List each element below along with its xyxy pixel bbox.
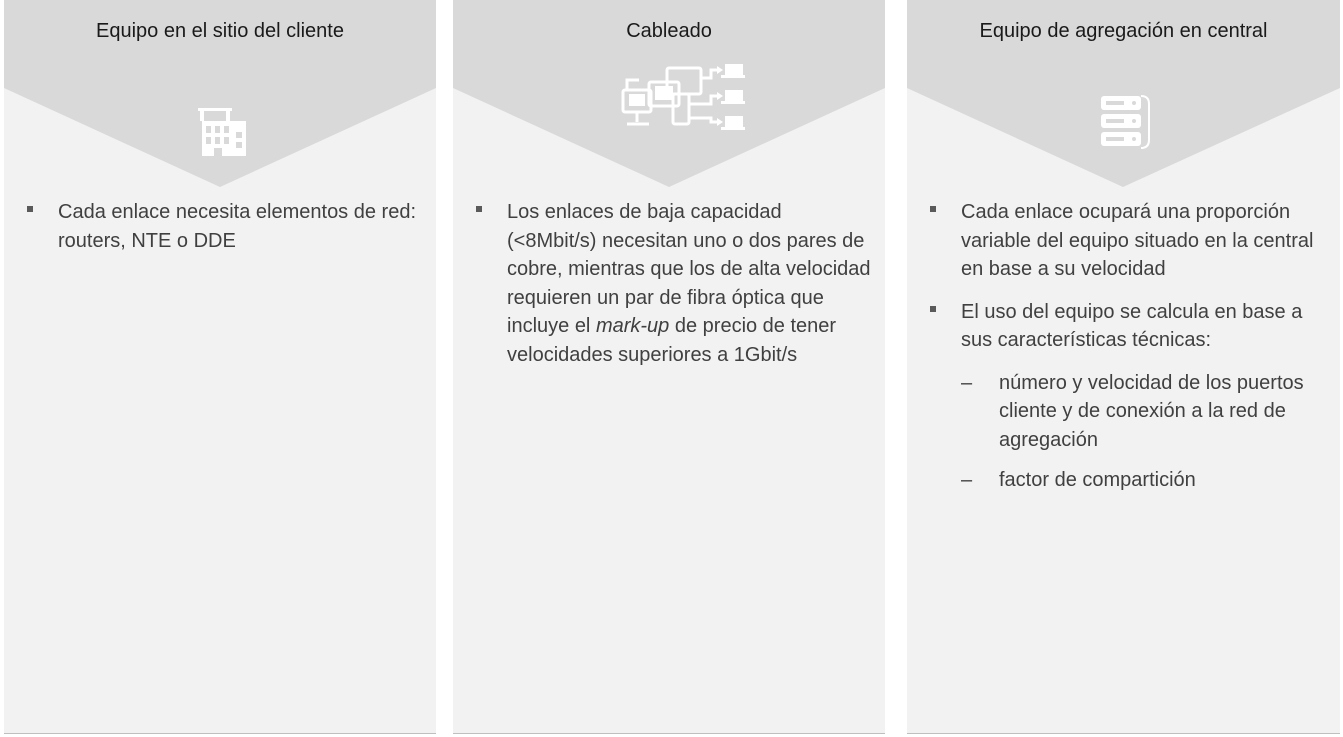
sub-bullet-item	[927, 369, 1326, 455]
network-devices-icon	[619, 60, 747, 136]
column-header	[907, 0, 1340, 187]
sub-bullet-dash: –	[961, 371, 973, 394]
column-title: Equipo en el sitio del cliente	[96, 20, 344, 42]
sub-bullet-text: número y velocidad de los puertos cliente y de conexión a la red de agregación	[999, 371, 1304, 451]
column-header	[453, 0, 885, 187]
bullet-item	[473, 198, 871, 369]
bullet-text: El uso del equipo se calcula en base a sus características técnicas:	[961, 300, 1303, 351]
bullet-square-icon	[930, 306, 936, 312]
column-body	[24, 198, 422, 269]
column-cabling	[453, 0, 885, 734]
column-body	[473, 198, 871, 383]
server-rack-icon	[1097, 92, 1151, 154]
column-title: Equipo de agregación en central	[979, 20, 1268, 42]
bullet-text: Cada enlace necesita elementos de red: routers, NTE o DDE	[58, 201, 417, 252]
bullet-item	[927, 198, 1326, 284]
bullet-square-icon	[476, 206, 482, 212]
bullet-text: Cada enlace ocupará una proporción variable del equipo situado en la central en base a su velocidad	[961, 201, 1314, 280]
sub-bullet-item	[927, 466, 1326, 495]
bullet-square-icon	[27, 206, 33, 212]
bullet-text-after: de precio de tener velocidades superiores a 1Gbit/s	[507, 315, 837, 366]
column-customer-site	[4, 0, 436, 734]
bullet-text-before: Los enlaces de baja capacidad (<8Mbit/s) necesitan uno o dos pares de cobre, mientras que los de alta velocidad requieren un par de fibra óptica que incluye el	[507, 201, 871, 337]
column-body	[927, 198, 1326, 507]
building-icon	[194, 106, 256, 158]
column-header	[4, 0, 436, 187]
column-title: Cableado	[626, 20, 712, 42]
bullet-item	[24, 198, 422, 255]
bullet-item	[927, 298, 1326, 355]
sub-bullet-text: factor de compartición	[999, 469, 1196, 491]
bullet-square-icon	[930, 206, 936, 212]
bullet-text-italic: mark-up	[595, 315, 670, 337]
column-central-aggregation	[907, 0, 1340, 734]
sub-bullet-dash: –	[961, 469, 973, 491]
